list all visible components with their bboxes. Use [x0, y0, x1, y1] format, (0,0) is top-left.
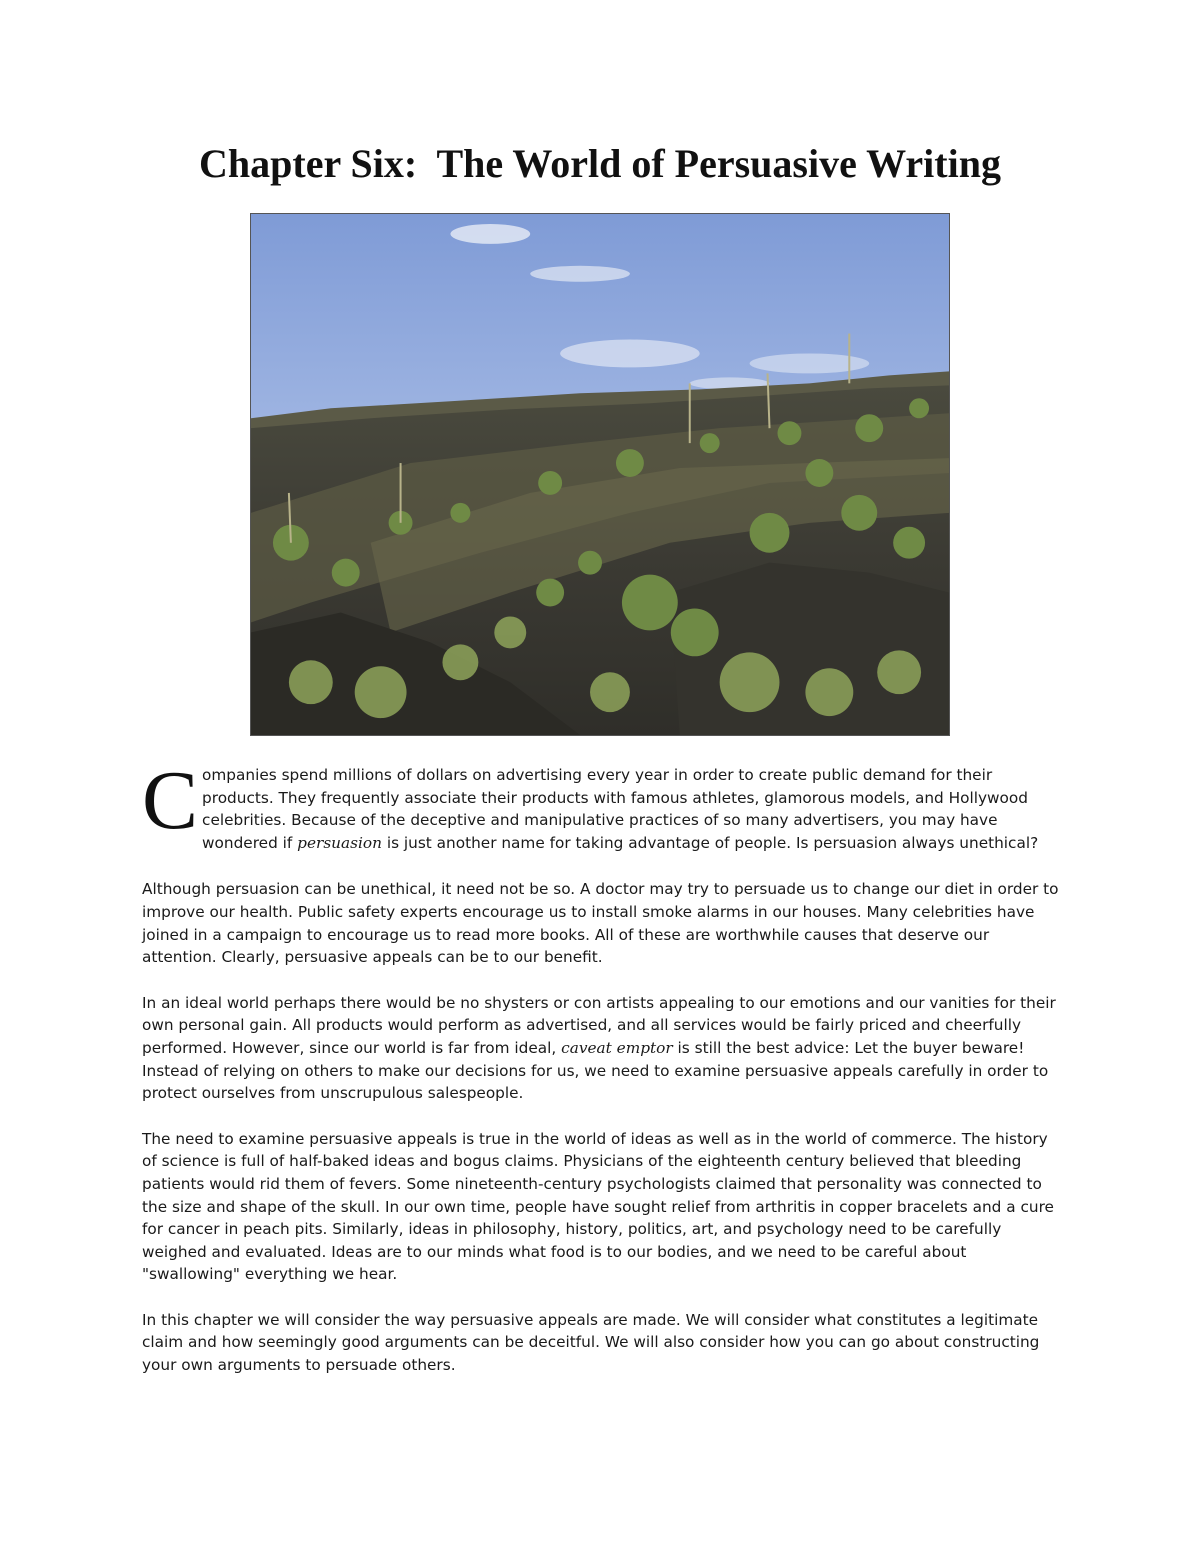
paragraph-5: In this chapter we will consider the way persuasive appeals are made. We will consider what constitutes a legitimate claim and how seemingly good arguments can be deceitful. We will also consider how you can go about constructing your own arguments to persuade others. — [142, 1310, 1040, 1375]
paragraph-1-text-a: ompanies spend millions of dollars on advertising every year in order to create public demand for their products. They frequently associate their products with famous athletes, glamorous models, and Hollywood celebrities. Because of the deceptive and manipulative practices of so many advertisers, you may have wondered if — [202, 766, 1028, 852]
paragraph-3-emphasis: caveat emptor — [561, 1038, 673, 1057]
body-text — [142, 754, 1062, 1400]
drop-cap: C — [142, 754, 199, 847]
paragraph-1-text-b: is just another name for taking advantage of people. Is persuasion always unethical? — [381, 833, 1039, 852]
chapter-title: Chapter Six: The World of Persuasive Writing — [199, 141, 1001, 186]
paragraph-3-text-b: is still the best advice: Let the buyer beware! Instead of relying on others to make our decisions for us, we need to examine persuasive appeals carefully in order to protect ourselves from unscrupulous salespeople. — [142, 1038, 1049, 1103]
paragraph-4: The need to examine persuasive appeals is true in the world of ideas as well as in the world of commerce. The history of science is full of half-baked ideas and bogus claims. Physicians of the eighteenth century believed that bleeding patients would rid them of fevers. Some nineteenth-century psychologists claimed that personality was connected to the size and shape of the skull. In our own time, people have sought relief from arthritis in copper bracelets and a cure for cancer in peach pits. Similarly, ideas in philosophy, history, politics, art, and psychology need to be carefully weighed and evaluated. Ideas are to our minds what food is to our bodies, and we need to be careful about "swallowing" everything we hear. — [142, 1129, 1054, 1284]
photo-lava-field — [250, 213, 950, 736]
paragraph-2: Although persuasion can be unethical, it need not be so. A doctor may try to persuade us to change our diet in order to improve our health. Public safety experts encourage us to install smoke alarms in our houses. Many celebrities have joined in a campaign to encourage us to read more books. All of these are worthwhile causes that deserve our attention. Clearly, persuasive appeals can be to our benefit. — [142, 880, 1059, 967]
paragraph-1-emphasis: persuasion — [297, 833, 382, 852]
paragraph-1 — [142, 754, 1062, 854]
paragraph-3-text-a: In an ideal world perhaps there would be no shysters or con artists appealing to our emotions and our vanities for their own personal gain. All products would perform as advertised, and all services would be fairly priced and cheerfully performed. However, since our world is far from ideal, — [142, 993, 1056, 1057]
paragraph-3 — [142, 992, 1062, 1105]
landscape-image — [251, 214, 949, 735]
